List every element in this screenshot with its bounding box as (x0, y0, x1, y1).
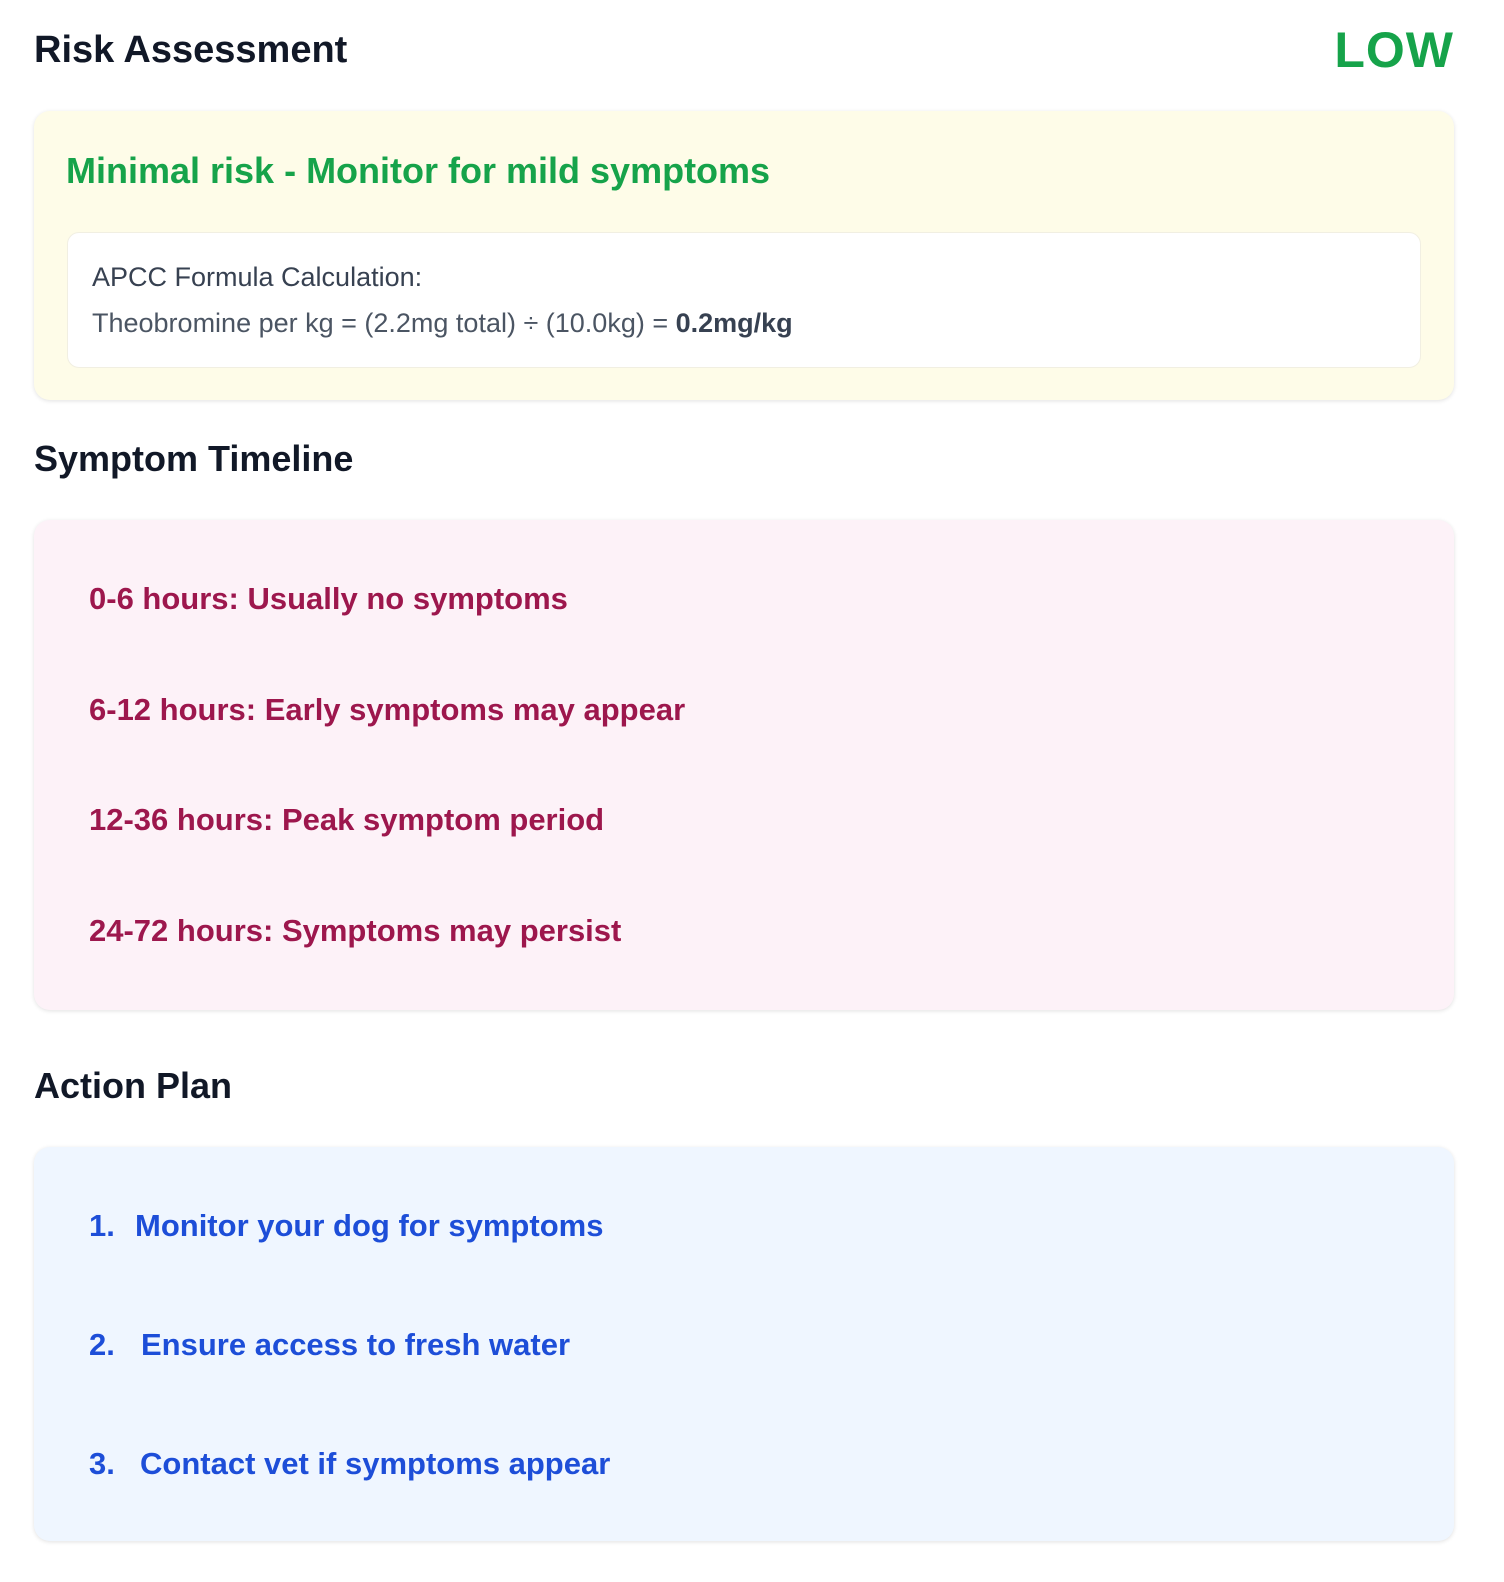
action-item (89, 1444, 610, 1484)
action-text: Ensure access to fresh water (141, 1327, 571, 1362)
action-plan-card (34, 1147, 1454, 1541)
formula-title: APCC Formula Calculation: (92, 262, 423, 292)
action-plan-section-title: Action Plan (34, 1065, 233, 1106)
action-text: Contact vet if symptoms appear (140, 1446, 611, 1481)
action-number: 1. (89, 1208, 115, 1243)
formula-line (92, 307, 1396, 339)
timeline-item: 0-6 hours: Usually no symptoms (89, 581, 568, 616)
formula-result: 0.2mg/kg (675, 308, 793, 338)
formula-box (67, 232, 1421, 368)
timeline-item: 24-72 hours: Symptoms may persist (89, 913, 622, 948)
risk-header (34, 20, 1454, 80)
action-number: 2. (89, 1327, 115, 1362)
formula-expression: Theobromine per kg = (2.2mg total) ÷ (10.0kg) = (92, 308, 676, 338)
page-title: Risk Assessment (34, 28, 348, 71)
timeline-section-title: Symptom Timeline (34, 438, 354, 479)
action-text: Monitor your dog for symptoms (135, 1208, 604, 1243)
risk-level-badge: LOW (1334, 22, 1454, 78)
action-number: 3. (89, 1446, 115, 1481)
action-item (89, 1206, 603, 1246)
timeline-item: 6-12 hours: Early symptoms may appear (89, 692, 686, 727)
risk-message: Minimal risk - Monitor for mild symptoms (66, 150, 771, 191)
timeline-item: 12-36 hours: Peak symptom period (89, 802, 605, 837)
action-item (89, 1325, 570, 1365)
symptom-timeline-card (34, 520, 1454, 1010)
risk-summary-card (34, 111, 1454, 400)
